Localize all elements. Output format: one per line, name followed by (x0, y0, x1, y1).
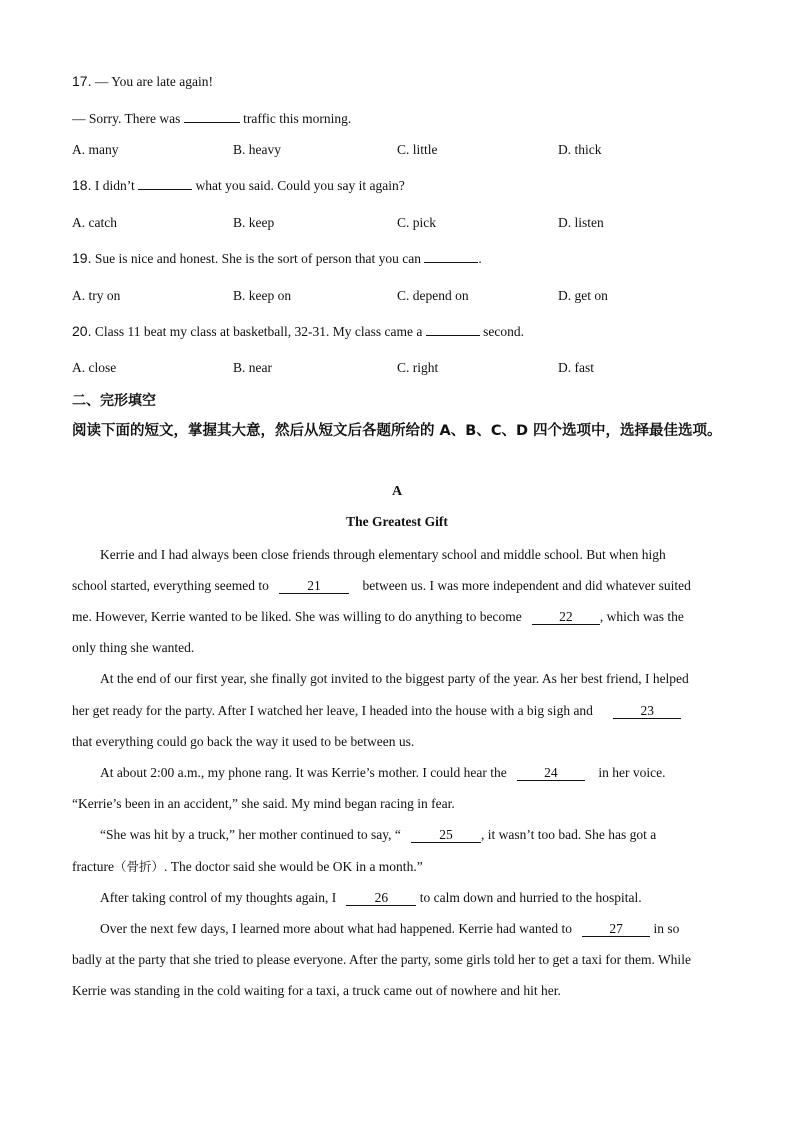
paragraph-line (72, 858, 423, 876)
paragraph-text: to calm down and hurried to the hospital. (419, 890, 642, 905)
question-text: — Sorry. There was (72, 111, 181, 126)
blank-27[interactable]: 27 (582, 922, 650, 937)
paragraph-line: badly at the party that she tried to please everyone. After the party, some girls told her to get a taxi for them. While (72, 952, 691, 967)
paragraph-text: . The doctor said she would be OK in a month.” (163, 859, 423, 874)
section-heading: 二、完形填空 (72, 393, 156, 409)
paragraph-line (72, 702, 681, 720)
section-instruction: 阅读下面的短文，掌握其大意，然后从短文后各题所给的 A、B、C、D 四个选项中，选择最佳选项。 (72, 423, 722, 439)
paragraph-text: in her voice. (598, 765, 666, 780)
option-a[interactable]: A. many (72, 142, 119, 157)
paragraph-line (72, 608, 684, 626)
paragraph-text: her get ready for the party. After I watched her leave, I headed into the house with a big sigh and (72, 703, 593, 718)
paragraph-text: me. However, Kerrie wanted to be liked. She was willing to do anything to become (72, 609, 522, 624)
paragraph-line: Kerrie and I had always been close friends through elementary school and middle school. But when high (100, 547, 666, 562)
paragraph-text: , it wasn’t too bad. She has got a (481, 827, 657, 842)
question-text: Class 11 beat my class at basketball, 32-31. My class came a (94, 324, 423, 339)
paragraph-line (100, 764, 666, 782)
option-d[interactable]: D. listen (558, 215, 604, 230)
question-text: — You are late again! (94, 74, 213, 89)
question-number: 18. (72, 177, 92, 193)
paragraph-text: in so (653, 921, 680, 936)
passage-letter: A (391, 484, 403, 499)
paragraph-line: that everything could go back the way it used to be between us. (72, 734, 415, 749)
question-text: I didn’t (94, 178, 135, 193)
paragraph-line: “Kerrie’s been in an accident,” she said. My mind began racing in fear. (72, 796, 455, 811)
paragraph-line (72, 577, 691, 595)
paragraph-text: school started, everything seemed to (72, 578, 269, 593)
paragraph-text: “She was hit by a truck,” her mother continued to say, “ (100, 827, 401, 842)
paragraph-line: At the end of our first year, she finally got invited to the biggest party of the year. As her best friend, I helped (100, 671, 689, 686)
option-b[interactable]: B. heavy (233, 142, 281, 157)
option-d[interactable]: D. thick (558, 142, 602, 157)
answer-blank[interactable] (424, 249, 478, 263)
option-c[interactable]: C. right (397, 360, 439, 375)
blank-22[interactable]: 22 (532, 610, 600, 625)
option-a[interactable]: A. close (72, 360, 117, 375)
question-number: 17. (72, 73, 92, 89)
paragraph-text: fracture (72, 859, 114, 874)
answer-blank[interactable] (426, 322, 480, 336)
question-19 (72, 249, 482, 268)
option-d[interactable]: D. get on (558, 288, 608, 303)
option-b[interactable]: B. keep (233, 215, 275, 230)
paragraph-text: （骨折） (113, 859, 164, 874)
question-18 (72, 176, 405, 195)
answer-blank[interactable] (138, 176, 192, 190)
blank-24[interactable]: 24 (517, 766, 585, 781)
blank-23[interactable]: 23 (613, 704, 681, 719)
option-a[interactable]: A. catch (72, 215, 117, 230)
passage-title: The Greatest Gift (346, 514, 448, 529)
paragraph-text: , which was the (599, 609, 684, 624)
question-text: . (478, 251, 482, 266)
answer-blank[interactable] (184, 109, 240, 123)
paragraph-line: only thing she wanted. (72, 640, 195, 655)
paragraph-line (100, 920, 679, 938)
paragraph-line: Kerrie was standing in the cold waiting for a taxi, a truck came out of nowhere and hit her. (72, 983, 561, 998)
paragraph-text: After taking control of my thoughts again, I (100, 890, 337, 905)
paragraph-text: At about 2:00 a.m., my phone rang. It was Kerrie’s mother. I could hear the (100, 765, 507, 780)
question-20 (72, 322, 524, 341)
question-text: Sue is nice and honest. She is the sort of person that you can (94, 251, 422, 266)
question-17-line2 (72, 109, 351, 128)
option-d[interactable]: D. fast (558, 360, 594, 375)
question-number: 20. (72, 323, 92, 339)
paragraph-line (100, 889, 642, 907)
question-number: 19. (72, 250, 92, 266)
question-text: second. (483, 324, 525, 339)
paragraph-line (100, 826, 656, 844)
option-b[interactable]: B. keep on (233, 288, 292, 303)
blank-25[interactable]: 25 (411, 828, 481, 843)
paragraph-text: between us. I was more independent and did whatever suited (362, 578, 691, 593)
question-17-line1 (72, 72, 213, 91)
question-text: what you said. Could you say it again? (195, 178, 405, 193)
option-c[interactable]: C. little (397, 142, 438, 157)
option-c[interactable]: C. depend on (397, 288, 469, 303)
blank-26[interactable]: 26 (346, 891, 416, 906)
option-b[interactable]: B. near (233, 360, 272, 375)
question-text: traffic this morning. (243, 111, 352, 126)
option-a[interactable]: A. try on (72, 288, 121, 303)
option-c[interactable]: C. pick (397, 215, 436, 230)
paragraph-text: Over the next few days, I learned more about what had happened. Kerrie had wanted to (100, 921, 572, 936)
blank-21[interactable]: 21 (279, 579, 349, 594)
